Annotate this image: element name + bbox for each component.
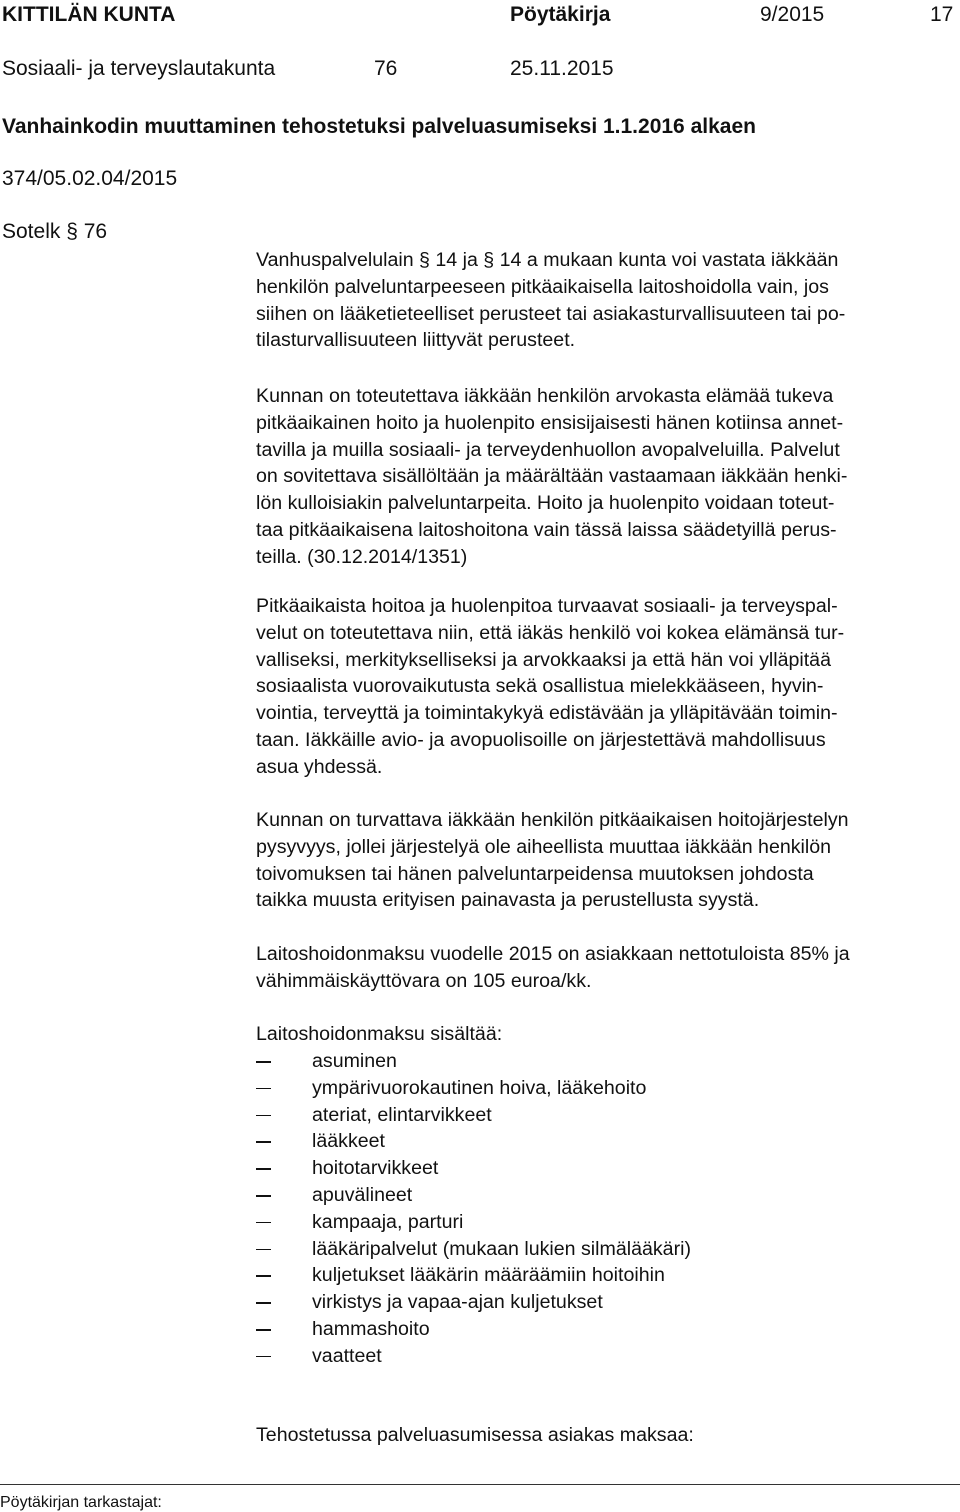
paragraph-4 (256, 807, 960, 914)
list-item: kuljetukset lääkärin määräämiin hoitoihin (256, 1262, 960, 1289)
paragraph-line: tilasturvallisuuteen liittyvät perusteet. (256, 329, 576, 352)
list-item: kampaaja, parturi (256, 1209, 960, 1236)
list-item: asuminen (256, 1048, 960, 1075)
paragraph-line: Kunnan on turvattava iäkkään henkilön pitkäaikaisen hoitojärjestelyn (256, 809, 849, 831)
dash-bullet-icon (256, 1195, 271, 1197)
meeting-date: 25.11.2015 (510, 57, 614, 80)
paragraph-line: henkilön palveluntarpeeseen pitkäaikaisella laitoshoidolla vain, jos (256, 275, 829, 298)
document-type: Pöytäkirja (510, 3, 611, 26)
list-item: hammashoito (256, 1316, 960, 1343)
paragraph-line: vointia, terveyttä ja toimintakykyä edistävään ja ylläpitävään toimin- (256, 702, 838, 725)
closing-text: Tehostetussa palveluasumisessa asiakas maksaa: (256, 1424, 694, 1446)
paragraph-line: Pitkäaikaista hoitoa ja huolenpitoa turvaavat sosiaali- ja terveyspal- (256, 595, 838, 617)
list-item: ateriat, elintarvikkeet (256, 1102, 960, 1129)
paragraph-line: sosiaalista vuorovaikutusta sekä osallistua mielekkääseen, hyvin- (256, 675, 824, 698)
paragraph-line: Laitoshoidonmaksu vuodelle 2015 on asiakkaan nettotuloista 85% ja (256, 943, 850, 965)
list-item: vaatteet (256, 1343, 960, 1370)
paragraph-line: asua yhdessä. (256, 755, 383, 778)
dash-bullet-icon (256, 1115, 271, 1117)
sotelk-section: Sotelk § 76 (2, 220, 108, 243)
committee-name: Sosiaali- ja terveyslautakunta (2, 57, 276, 80)
paragraph-line: toivomuksen tai hänen palveluntarpeidensa muutoksen johdosta (256, 862, 814, 885)
list-intro-text: Laitoshoidonmaksu sisältää: (256, 1023, 503, 1045)
paragraph-line: tavilla ja muilla sosiaali- ja terveydenhuollon avopalveluilla. Palvelut (256, 438, 840, 461)
closing-line (256, 1422, 960, 1449)
list-item: virkistys ja vapaa-ajan kuljetukset (256, 1289, 960, 1316)
matter-title: Vanhainkodin muuttaminen tehostetuksi palveluasumiseksi 1.1.2016 alkaen (2, 115, 756, 138)
list-intro (256, 1021, 960, 1048)
paragraph-line: taan. Iäkkäille avio- ja avopuolisoille on järjestettävä mahdollisuus (256, 728, 826, 751)
organization-name: KITTILÄN KUNTA (2, 3, 176, 26)
page-number: 17 (930, 3, 954, 26)
dash-bullet-icon (256, 1249, 271, 1251)
dash-bullet-icon (256, 1141, 271, 1143)
paragraph-line: pysyvyys, jollei järjestelyä ole aiheellista muuttaa iäkkään henkilön (256, 835, 832, 858)
paragraph-3 (256, 593, 960, 781)
dash-bullet-icon (256, 1222, 271, 1224)
footer-divider (0, 1484, 960, 1485)
dash-bullet-icon (256, 1356, 271, 1358)
paragraph-line: vähimmäiskäyttövara on 105 euroa/kk. (256, 969, 592, 992)
footer-label: Pöytäkirjan tarkastajat: (0, 1494, 162, 1511)
paragraph-1 (256, 247, 960, 354)
paragraph-5 (256, 941, 960, 995)
paragraph-line: on sovitettava sisällöltään ja määrältään vastaamaan iäkkään henki- (256, 465, 848, 488)
paragraph-line: taikka muusta erityisen painavasta ja perustellusta syystä. (256, 889, 760, 912)
paragraph-line: taa pitkäaikaisena laitoshoitona vain tässä laissa säädetyillä perus- (256, 518, 837, 541)
dash-bullet-icon (256, 1302, 271, 1304)
paragraph-line: lön kulloisiakin palveluntarpeita. Hoito ja huolenpito voidaan toteut- (256, 492, 835, 515)
paragraph-line: valliseksi, merkitykselliseksi ja arvokkaaksi ja että hän voi ylläpitää (256, 648, 831, 671)
dash-bullet-icon (256, 1088, 271, 1090)
fee-inclusions-list (256, 1048, 960, 1370)
paragraph-line: pitkäaikainen hoito ja huolenpito ensisijaisesti hänen kotiinsa annet- (256, 411, 844, 434)
dash-bullet-icon (256, 1275, 271, 1277)
paragraph-line: Vanhuspalvelulain § 14 ja § 14 a mukaan kunta voi vastata iäkkään (256, 249, 839, 271)
list-item: hoitotarvikkeet (256, 1155, 960, 1182)
dash-bullet-icon (256, 1329, 271, 1331)
reference-number: 374/05.02.04/2015 (2, 167, 178, 190)
dash-bullet-icon (256, 1061, 271, 1063)
list-item: apuvälineet (256, 1182, 960, 1209)
dash-bullet-icon (256, 1168, 271, 1170)
paragraph-2 (256, 383, 960, 571)
paragraph-line: siihen on lääketieteelliset perusteet tai asiakasturvallisuuteen tai po- (256, 302, 846, 325)
list-item: lääkkeet (256, 1128, 960, 1155)
list-item: ympärivuorokautinen hoiva, lääkehoito (256, 1075, 960, 1102)
list-item: lääkäripalvelut (mukaan lukien silmälääkäri) (256, 1236, 960, 1263)
section-number: 76 (374, 57, 398, 80)
paragraph-line: teilla. (30.12.2014/1351) (256, 545, 468, 568)
document-number: 9/2015 (760, 3, 825, 26)
paragraph-line: Kunnan on toteutettava iäkkään henkilön arvokasta elämää tukeva (256, 385, 834, 407)
paragraph-line: velut on toteutettava niin, että iäkäs henkilö voi kokea elämänsä tur- (256, 621, 845, 644)
